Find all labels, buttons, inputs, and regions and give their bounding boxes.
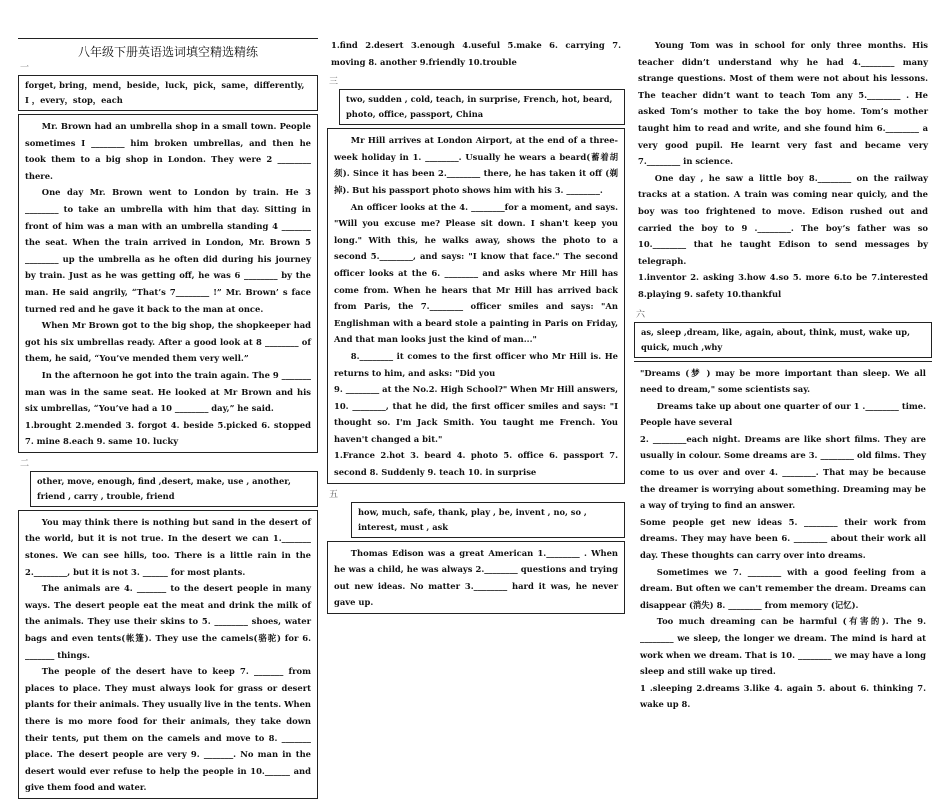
passage-two-continued	[327, 36, 625, 71]
section-label-two: 二	[20, 457, 30, 468]
passage-paragraph: "Dreams (梦 ) may be more important than sleep. We all need to dream," some scientists say.	[640, 367, 926, 395]
passage-paragraph: You may think there is nothing but sand in the desert of the world, but it is not true. In the desert we can 1._______ stones. We can see hills, too. There is a little rain in the 2.________, but it is not 3. ______ for most plants.	[25, 516, 311, 577]
passage-paragraph: The animals are 4. _______ to the desert people in many ways. The desert people eat the meat and drink the milk of the animals. They use their skins to 5. ________ shoes, water bags and even tents(帐篷). They use the camels(骆驼) for 6. _______ things.	[25, 583, 311, 660]
passage-paragraph: When Mr Brown got to the big shop, the shopkeeper had got his six umbrellas ready. After a good look at 8 ________ of them, he said, “You’ve mended them very well.”	[25, 320, 311, 364]
passage-five	[327, 541, 625, 614]
passage-paragraph: Thomas Edison was a great American 1.________ . When he was a child, he was always 2.________ questions and trying out new ideas. No matter 3.________ hard it was, he never gave up.	[334, 547, 618, 608]
passage-paragraph: Mr Hill arrives at London Airport, at the end of a three-week holiday in 1. ________. Usually he wears a beard(蓄着胡须). Since it has been 2.________ there, he has taken it off (剃掉). But his passport photo shows him with his 3. ________.	[334, 135, 618, 195]
passage-paragraph: 2. ________each night. Dreams are like short films. They are usually in colour. Some dreams are 3. ________ old films. They come to us over and over 4. ________. That may be because the dreamer is worrying about something. Dreaming may be a way of trying to find an answer.	[640, 433, 926, 511]
word-bank-three: two, sudden , cold, teach, in surprise, French, hot, beard, photo, office, passport, China	[339, 89, 625, 125]
word-bank-two: other, move, enough, find ,desert, make, use , another, friend , carry , trouble, friend	[30, 471, 318, 507]
page-title: 八年级下册英语选词填空精选精练	[18, 38, 318, 60]
column-middle	[327, 36, 625, 672]
word-bank-six: as, sleep ,dream, like, again, about, think, must, wake up, quick, much ,why	[634, 322, 932, 358]
passage-paragraph: An officer looks at the 4. ________for a moment, and says. "Will you excuse me? Please sit down. I shan't keep you long." With this, he walks away, shows the photo to a second 5.________, and says: "I know that face." The second officer looks at the 6. ________ and asks where Mr Hill has come from. When he hears that Mr Hill has arrived back from Paris, the 7.________ officer smiles and says: "An Englishman with a beard stole a painting in Paris on Friday, And that man looks just the kind of man..."	[334, 201, 618, 345]
answer-key-six: 1 .sleeping 2.dreams 3.like 4. again 5. about 6. thinking 7. wake up 8.	[640, 682, 926, 710]
word-bank-one: forget, bring，mend，beside，luck，pick，same，differently, I ，every，stop，each	[18, 75, 318, 111]
section-label-six: 六	[636, 308, 646, 319]
answer-key-two: 1.find 2.desert 3.enough 4.useful 5.make 6. carrying 7. moving 8. another 9.friendly 10.trouble	[331, 40, 621, 67]
passage-paragraph: The people of the desert have to keep 7. _______ from places to place. They must always look for grass or desert plants for their animals. They usually live in the tents. When there is mo more food for their animals, they take down their tents, put them on the camels and move to 8. _______ place. The desert people are very 9. _______. No man in the desert would ever refuse to help the people in 10.______ and give them food and water.	[25, 666, 311, 793]
passage-paragraph: Too much dreaming can be harmful (有害的). The 9. ________ we sleep, the longer we dream. The mind is hard at work when we dream. That is 10. ________ we may have a long sleep and still wake up tired.	[640, 616, 926, 677]
column-right	[634, 36, 932, 710]
passage-paragraph: Dreams take up about one quarter of our 1 .________ time. People have several	[640, 400, 926, 428]
passage-two	[18, 510, 318, 799]
section-label-one: 一	[20, 62, 30, 72]
passage-three	[327, 128, 625, 483]
section-label-three: 三	[329, 76, 339, 87]
column-left	[18, 36, 318, 793]
word-bank-five: how, much, safe, thank, play , be, invent , no, so , interest, must , ask	[351, 502, 625, 538]
passage-paragraph: Mr. Brown had an umbrella shop in a small town. People sometimes I ________ him broken umbrellas, and then he took them to a big shop in London. They were 2 ________ there.	[25, 121, 311, 181]
passage-paragraph: 8.________ it comes to the first officer who Mr Hill is. He returns to him, and asks: "Did you	[334, 350, 618, 378]
answer-key-one: 1.brought 2.mended 3. forgot 4. beside 5.picked 6. stopped 7. mine 8.each 9. same 10. lucky	[25, 419, 311, 447]
passage-paragraph: One day , he saw a little boy 8.________ on the railway tracks at a station. A train was coming near quicly, and the boy was too frightened to move. Edison rushed out and carried the boy to 9 .________. The boy’s father was so 10.________ that he taught Edison to send messages by telegraph.	[638, 172, 928, 266]
passage-paragraph: Young Tom was in school for only three months. His teacher didn’t understand why he had 4.________ many strange questions. Most of them were not about his lessons. The teacher didn’t want to teach Tom any 5.________ . He asked Tom’s mother to take the boy home. Tom’s mother taught him to read and write, and she found him 6.________ a very good pupil. He learnt very fast and became very 7.________ in science.	[638, 40, 928, 167]
passage-five-continued	[634, 36, 932, 304]
passage-paragraph: In the afternoon he got into the train again. The 9 _______ man was in the same seat. He looked at Mr Brown and his six umbrellas, “You’ve had a 10 ________ day,” he said.	[25, 369, 311, 414]
section-label-five: 五	[329, 488, 339, 499]
answer-key-three: 1.France 2.hot 3. beard 4. photo 5. office 6. passport 7. second 8. Suddenly 9. teach 10. in surprise	[334, 450, 618, 478]
answer-key-five: 1.inventor 2. asking 3.how 4.so 5. more 6.to be 7.interested 8.playing 9. safety 10.thankful	[638, 272, 928, 299]
passage-one	[18, 114, 318, 453]
passage-paragraph: Sometimes we 7. ________ with a good feeling from a dream. But often we can't remember the dream. Dreams can disappear (消失) 8. ________ from memory (记忆).	[640, 566, 926, 610]
passage-paragraph: 9. ________ at the No.2. High School?" When Mr Hill answers, 10. ________, that he did, the first officer smiles and says: "I thought so. I'm Jack Smith. You taught me French. You haven't changed a bit."	[334, 384, 618, 444]
passage-six	[634, 361, 932, 715]
passage-paragraph: Some people get new ideas 5. ________ their work from dreams. They may have been 6. ________ about their work all day. These thoughts can carry over into dreams.	[640, 516, 926, 561]
passage-paragraph: One day Mr. Brown went to London by train. He 3 ________ to take an umbrella with him that day. Sitting in front of him was a man with an umbrella standing 4 _______ the seat. When the train arrived in London, Mr. Brown 5 ________ up the umbrella as he often did during his journey by train. Just as he was getting off, he was 6 ________ by the man. He said angrily, “That’s 7________ !” Mr. Brown’ s face turned red and he gave it back to the man at once.	[25, 187, 311, 314]
